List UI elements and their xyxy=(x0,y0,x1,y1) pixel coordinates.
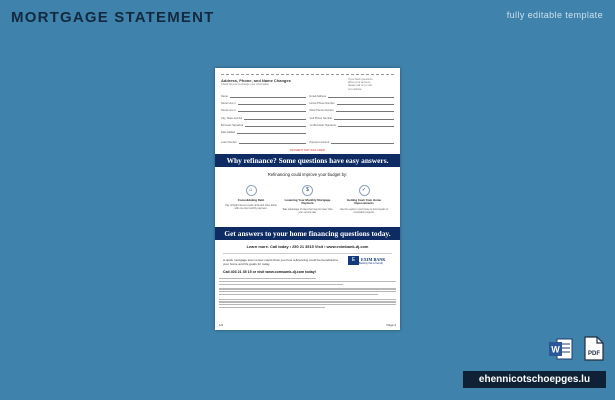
bank-logo-name: EXIM BANK xyxy=(361,256,386,262)
form-field[interactable]: Co-Borrower Signature xyxy=(310,123,395,127)
form-field[interactable]: Loan Number xyxy=(221,140,306,144)
form-field[interactable]: Cell Phone Number xyxy=(310,116,395,120)
benefit-item: $ Lowering Your Monthly Mortgage Payment Take advantage of rates that may be lower than your current rate. xyxy=(282,187,333,214)
form-field[interactable]: Street Line 2 xyxy=(221,108,306,112)
form-row xyxy=(221,140,394,144)
form-field[interactable]: City, State and Zip xyxy=(221,116,306,120)
form-row xyxy=(221,94,394,98)
page-title: MORTGAGE STATEMENT xyxy=(11,9,215,26)
site-url[interactable]: ehennicotschoepges.lu xyxy=(463,371,606,388)
form-title: Address, Phone, and Name Changes xyxy=(221,78,291,83)
form-row xyxy=(221,130,394,134)
bank-logo xyxy=(348,256,386,265)
bank-logo-mark: E xyxy=(348,256,359,265)
bank-logo-tagline: Banking that is friendly xyxy=(359,261,384,265)
template-subtitle: fully editable template xyxy=(506,10,603,20)
form-field[interactable]: Email Address xyxy=(310,94,395,98)
page-number-right: Page 2 xyxy=(386,323,396,327)
statement-preview[interactable] xyxy=(215,68,400,330)
form-field[interactable]: Street Line 1 xyxy=(221,101,306,105)
review-paragraph: A quick mortgage loan review could show you how refinancing could be beneficial to your home and life goals for today. xyxy=(223,258,339,266)
form-field[interactable]: Home Phone Number xyxy=(310,101,395,105)
benefit-item: ✓ Getting Cash from Home Improvements Use the equity in your home to fund repairs or renovation projects. xyxy=(339,187,389,214)
call-line: Call 403 21 35 15 or visit www.comsumk-dj.com today! xyxy=(223,270,316,274)
page-number-left: 1/2 xyxy=(219,323,224,327)
change-form xyxy=(221,74,394,152)
refinance-banner: Why refinance? Some questions have easy answers. xyxy=(215,154,400,167)
svg-text:W: W xyxy=(551,344,560,355)
word-icon[interactable] xyxy=(549,338,573,360)
refinance-line: Refinancing could improve your budget by: xyxy=(267,172,348,177)
benefit-icons xyxy=(225,185,390,214)
dollar-icon: $ xyxy=(302,185,313,196)
house-icon: ⌂ xyxy=(246,185,257,196)
form-field[interactable]: Work Phone Number xyxy=(310,108,395,112)
fine-print xyxy=(219,278,396,310)
benefit-item: ⌂ Consolidating Debt Pay off high-interest credit cards and other debts with one low monthly payment. xyxy=(225,187,277,211)
piggy-bank-icon: ✓ xyxy=(359,185,370,196)
form-field[interactable]: Payment Amount xyxy=(310,140,395,144)
form-field[interactable]: Date Mailed xyxy=(221,130,306,134)
learn-more-line: Learn more. Call today • 250 21 3515 Visit • www.eximbank-dj.com xyxy=(246,244,369,249)
form-note: Check the box to change your information xyxy=(221,83,270,86)
pdf-icon[interactable] xyxy=(584,336,604,361)
form-row xyxy=(221,108,394,112)
form-row xyxy=(221,123,394,127)
divider xyxy=(223,253,392,254)
form-row xyxy=(221,116,394,120)
form-row xyxy=(221,101,394,105)
answers-banner: Get answers to your home financing questions today. xyxy=(215,227,400,240)
form-field[interactable]: Name xyxy=(221,94,306,98)
form-side-notes: If you have questions about your account, please call us or visit our website. xyxy=(348,78,373,91)
payment-note: PAYMENT NOT INCLUDED xyxy=(290,147,325,152)
svg-text:PDF: PDF xyxy=(588,351,600,357)
form-field[interactable]: Borrower Signature xyxy=(221,123,306,127)
